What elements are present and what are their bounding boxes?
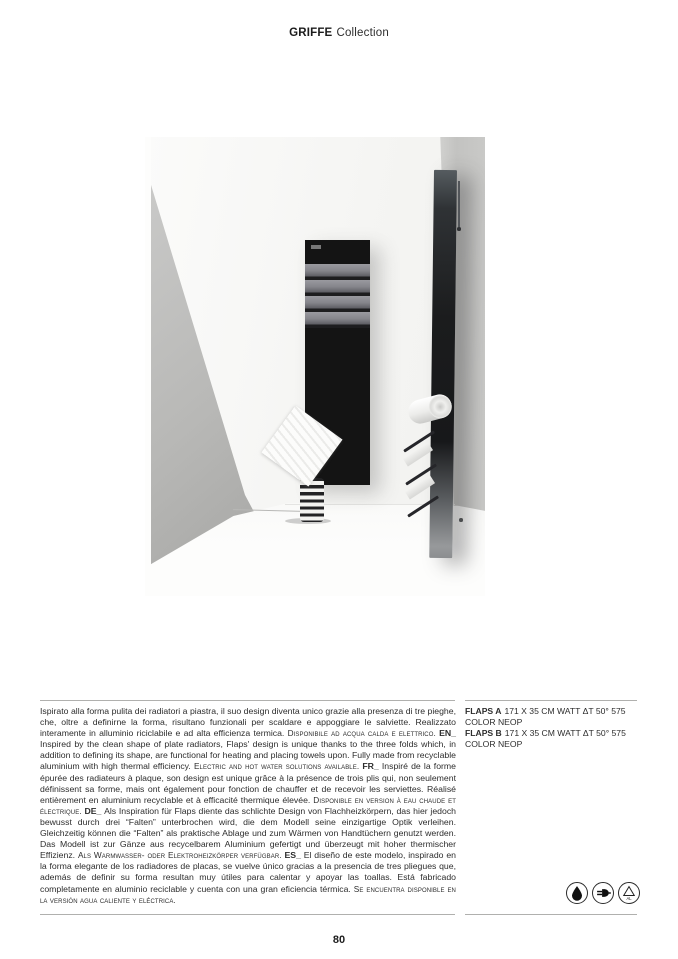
product-description	[40, 706, 456, 906]
divider-rule	[40, 914, 455, 915]
description-segment: Disponible en version à eau chaude et électrique.	[40, 795, 456, 816]
wall-bracket	[458, 181, 460, 227]
description-segment: ES_	[284, 850, 304, 861]
valve-bottom	[459, 518, 463, 522]
description-segment: Ispirato alla forma pulita dei radiatori a piastra, il suo design diventa unico grazie alla presenza di tre pieghe, che, oltre a definirne la forma, risultano funzionali per scaldare e appoggiare le salviette. Realizzato interamente in alluminio riciclabile e ad alta efficienza termica.	[40, 706, 456, 739]
collection-label: Collection	[336, 27, 389, 39]
spec-model: FLAPS B	[465, 728, 502, 738]
description-segment: Inspired by the clean shape of plate radiators, Flaps' design is unique thanks to the three folds which, in addition to defining its shape, are functional for heating and placing towels upon. Fully made from recyclable aluminium with high thermal efficiency.	[40, 739, 456, 772]
spec-color: COLOR NEOP	[465, 717, 523, 727]
radiator-brand-mark	[311, 245, 321, 249]
description-segment: El diseño de este modelo, inspirado en la forma elegante de los radiadores de placas, se vuelve único gracias a la presencia de tres pliegues que, además de definir su forma resultan muy útiles para calentar y apoyar las toallas. Está fabricado completamente en aluminio reciclable y cuenta con una gran eficiencia térmica.	[40, 850, 456, 894]
page-header	[0, 27, 678, 39]
description-segment: FR_	[362, 761, 382, 772]
lamp-base	[300, 478, 324, 522]
product-photo	[145, 137, 485, 596]
spec-line	[465, 706, 643, 717]
description-segment: DE_	[84, 805, 105, 816]
spec-detail: 171 X 35 CM WATT ΔT 50° 575	[504, 706, 626, 716]
description-segment: Electric and hot water solutions available.	[193, 762, 363, 772]
description-segment: Als Inspiration für Flaps diente das schlichte Design von Flachheizkörpern, das hier jedoch bewusst durch drei “Falten” unterbrochen wird, die dem Modell seine einzigartige Optik verleihen. Gleichzeitig können die “Falten” als praktische Ablage und zum Wärmen von Handtüchern genutzt werden. Das Modell ist zur Gänze aus recycelbarem Aluminium gefertigt und überzeugt mit hoher thermischer Effizienz.	[40, 805, 456, 861]
collection-brand: GRIFFE	[289, 27, 333, 39]
description-segment: Disponibile ad acqua calda e elettrico.	[287, 729, 440, 739]
description-segment: Als Warmwasser- oder Elektroheizkörper verfügbar.	[77, 851, 285, 861]
spec-model: FLAPS A	[465, 706, 502, 716]
spec-detail: 171 X 35 CM WATT ΔT 50° 575	[504, 728, 626, 738]
left-wall-edge	[145, 137, 151, 596]
radiator-flaps	[305, 264, 370, 328]
spec-line	[465, 728, 643, 739]
electric-icon	[592, 882, 614, 904]
product-specs	[465, 706, 643, 750]
spec-flaps-b	[465, 728, 643, 750]
recyclable-aluminium-icon	[618, 882, 640, 904]
page-number: 80	[332, 934, 346, 946]
divider-rule	[465, 700, 637, 701]
divider-rule	[465, 914, 637, 915]
description-segment: EN_	[439, 728, 456, 739]
feature-icons	[566, 882, 640, 904]
description-segment: Se encuentra disponible en la versión agua caliente y eléctrica.	[40, 884, 456, 905]
valve-top	[457, 227, 461, 231]
spec-flaps-a	[465, 706, 643, 728]
hot-water-icon	[566, 882, 588, 904]
description-segment: Inspiré de la forme épurée des radiateurs à plaque, son design est unique grâce à la présence de trois plis qui, non seulement définissent sa forme, mais ont également pour fonction de chauffer et de recevoir les serviettes. Réalisé entièrement en aluminium recyclable et à efficacité thermique élevée.	[40, 761, 456, 805]
svg-text:AL: AL	[626, 895, 632, 901]
divider-rule	[40, 700, 455, 701]
spec-color: COLOR NEOP	[465, 739, 523, 749]
